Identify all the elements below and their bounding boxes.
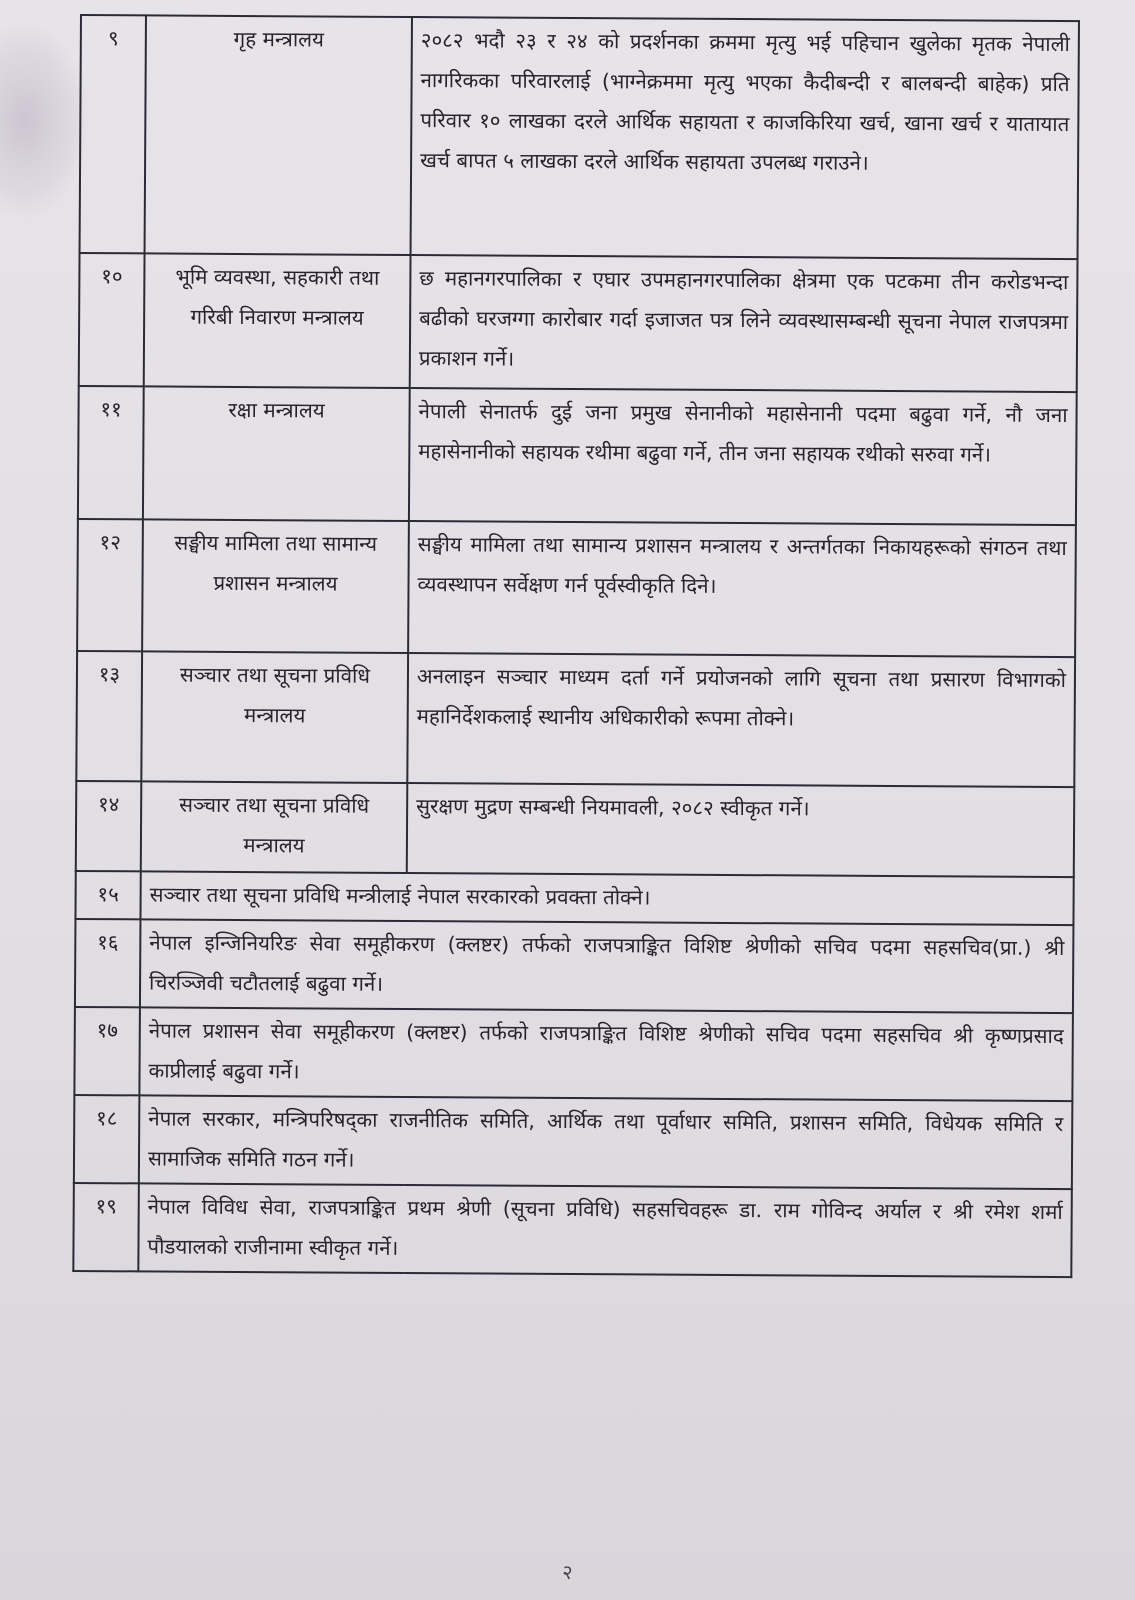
row-number: १५	[75, 871, 140, 919]
row-number: १९	[73, 1183, 139, 1271]
ministry-name: सञ्चार तथा सूचना प्रविधि मन्त्रालय	[141, 781, 408, 873]
table-row	[80, 15, 1079, 259]
decision-text: नेपाल प्रशासन सेवा समूहीकरण (क्लष्टर) तर्फको राजपत्राङ्कित विशिष्ट श्रेणीको सचिव पदमा सहसचिव श्री कृष्णप्रसाद काप्रीलाई बढुवा गर्ने।	[139, 1007, 1073, 1101]
table-row	[76, 651, 1075, 787]
decision-text: छ महानगरपालिका र एघार उपमहानगरपालिका क्षेत्रमा एक पटकमा तीन करोडभन्दा बढीको घरजग्गा कारोबार गर्दा इजाजत पत्र लिने व्यवस्थासम्बन्धी सूचना नेपाल राजपत्रमा प्रकाशन गर्ने।	[410, 255, 1078, 392]
row-number: १४	[76, 781, 142, 871]
decision-text: नेपाल सरकार, मन्त्रिपरिषद्का राजनीतिक समिति, आर्थिक तथा पूर्वाधार समिति, प्रशासन समिति, विधेयक समिति र सामाजिक समिति गठन गर्ने।	[139, 1095, 1073, 1189]
table-row	[78, 386, 1077, 525]
row-number: १८	[74, 1095, 140, 1183]
decision-text: २०८२ भदौ २३ र २४ को प्रदर्शनका क्रममा मृत्यु भई पहिचान खुलेका मृतक नेपाली नागरिकका परिवारलाई (भाग्नेक्रममा मृत्यु भएका कैदीबन्दी र बालबन्दी बाहेक) प्रति परिवार १० लाखका दरले आर्थिक सहायता र काजकिरिया खर्च, खाना खर्च र यातायात खर्च बापत ५ लाखका दरले आर्थिक सहायता उपलब्ध गराउने।	[411, 17, 1079, 259]
seal-shadow	[0, 20, 90, 220]
decision-text: अनलाइन सञ्चार माध्यम दर्ता गर्ने प्रयोजनको लागि सूचना तथा प्रसारण विभागको महानिर्देशकलाई स्थानीय अधिकारीको रूपमा तोक्ने।	[407, 653, 1075, 787]
decision-text: सङ्घीय मामिला तथा सामान्य प्रशासन मन्त्रालय र अन्तर्गतका निकायहरूको संगठन तथा व्यवस्थापन सर्वेक्षण गर्न पूर्वस्वीकृति दिने।	[408, 521, 1076, 657]
table-row	[76, 781, 1075, 877]
row-number: १३	[76, 651, 142, 781]
decisions-table	[72, 14, 1080, 1278]
ministry-name: सञ्चार तथा सूचना प्रविधि मन्त्रालय	[141, 651, 408, 783]
decision-text: नेपाली सेनातर्फ दुई जना प्रमुख सेनानीको महासेनानी पदमा बढुवा गर्ने, नौ जना महासेनानीको सहायक रथीमा बढुवा गर्ने, तीन जना सहायक रथीको सरुवा गर्ने।	[409, 388, 1077, 525]
table-row	[75, 919, 1074, 1013]
table-row	[74, 1095, 1073, 1189]
row-number: ९	[80, 15, 146, 253]
decision-text: सुरक्षण मुद्रण सम्बन्धी नियमावली, २०८२ स्वीकृत गर्ने।	[407, 783, 1075, 877]
ministry-name: गृह मन्त्रालय	[145, 15, 412, 255]
table-row	[74, 1007, 1073, 1101]
row-number: १६	[75, 919, 141, 1007]
table-row	[73, 1183, 1072, 1277]
ministry-name: सङ्घीय मामिला तथा सामान्य प्रशासन मन्त्रालय	[142, 519, 409, 653]
row-number: १२	[77, 519, 143, 651]
ministry-name: रक्षा मन्त्रालय	[143, 386, 410, 521]
decision-text: सञ्चार तथा सूचना प्रविधि मन्त्रीलाई नेपाल सरकारको प्रवक्ता तोक्ने।	[140, 871, 1073, 925]
row-number: ११	[78, 386, 144, 519]
ministry-name: भूमि व्यवस्था, सहकारी तथा गरिबी निवारण मन्त्रालय	[144, 253, 411, 388]
page-number: २	[562, 1560, 573, 1584]
table-row	[79, 253, 1078, 392]
row-number: १७	[74, 1007, 140, 1095]
table-row	[77, 519, 1076, 657]
decision-text: नेपाल विविध सेवा, राजपत्राङ्कित प्रथम श्रेणी (सूचना प्रविधि) सहसचिवहरू डा. राम गोविन्द अर्याल र श्री रमेश शर्मा पौडयालको राजीनामा स्वीकृत गर्ने।	[138, 1183, 1072, 1277]
row-number: १०	[79, 253, 145, 386]
table-row	[75, 871, 1073, 925]
decision-text: नेपाल इन्जिनियरिङ सेवा समूहीकरण (क्लष्टर) तर्फको राजपत्राङ्कित विशिष्ट श्रेणीको सचिव पदमा सहसचिव(प्रा.) श्री चिरञ्जिवी चटौतलाई बढुवा गर्ने।	[140, 919, 1074, 1013]
